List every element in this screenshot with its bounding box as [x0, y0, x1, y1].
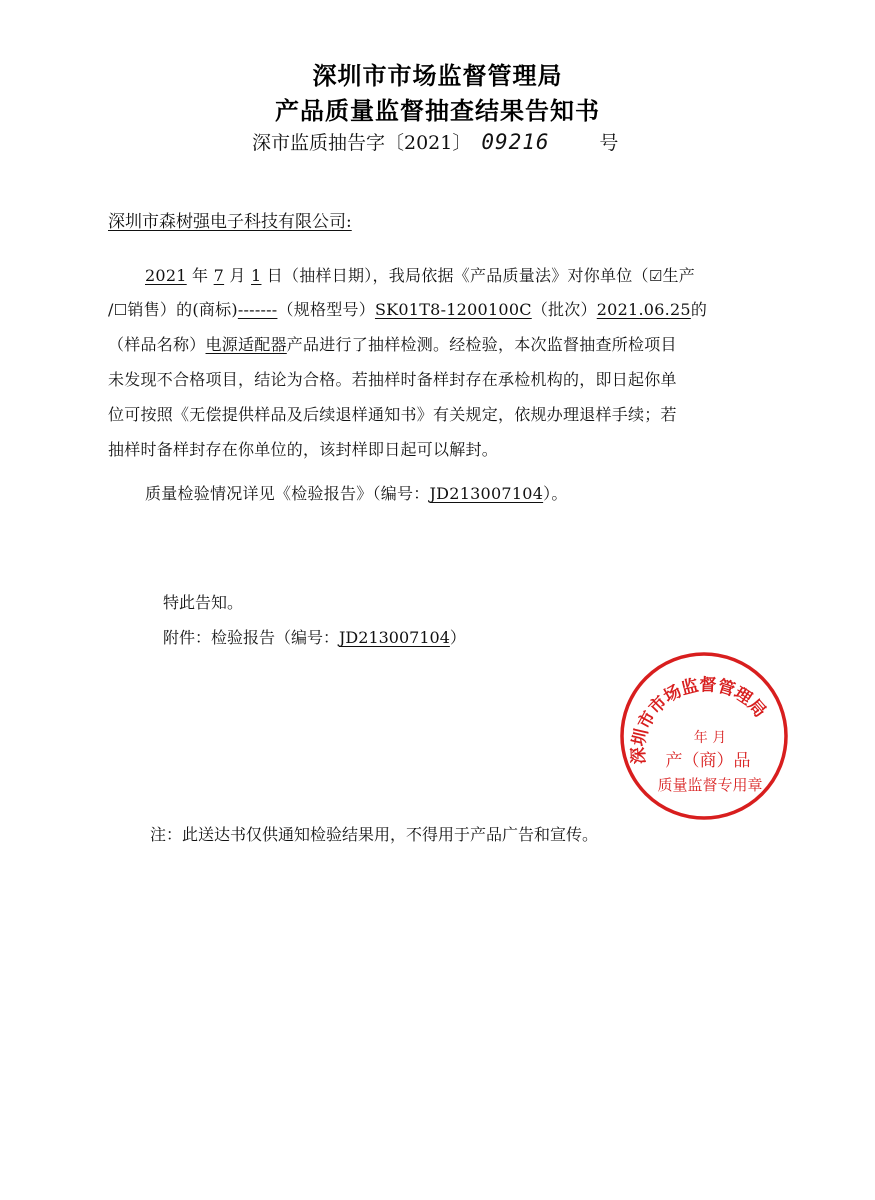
text-line3-rest: 产品进行了抽样检测。经检验，本次监督抽查所检项目: [286, 335, 677, 354]
footnote: 注：此送达书仅供通知检验结果用，不得用于产品广告和宣传。: [150, 825, 599, 844]
report-prefix: 质量检验情况详见《检验报告》（编号：: [145, 484, 430, 503]
text-year: 年: [186, 266, 214, 285]
document-number-prefix: 深市监质抽告字〔2021〕: [252, 132, 472, 154]
body-line-2: /☐销售）的(商标)-------（规格型号）SK01T8-1200100C（批次）2021.06.25的: [108, 300, 708, 319]
document-title: 产品质量监督抽查结果告知书: [275, 97, 600, 125]
model-value: SK01T8-1200100C: [374, 300, 532, 319]
seal-product-line: 产（商）品: [665, 751, 751, 771]
seal-arc-textpath: 深圳市市场监督管理局: [628, 675, 770, 765]
body-line-5: 位可按照《无偿提供样品及后续退样通知书》有关规定，依规办理退样手续；若: [108, 405, 677, 424]
notice-text: 特此告知。: [163, 593, 244, 612]
body-line-6: 抽样时备样封存在你单位的，该封样即日起可以解封。: [108, 440, 499, 459]
attachment-prefix: 附件：检验报告（编号：: [163, 628, 340, 647]
sample-name: 电源适配器: [205, 335, 287, 354]
batch-label: （批次）: [531, 300, 597, 319]
trademark-value: -------: [237, 300, 278, 319]
report-suffix: ）。: [543, 484, 568, 503]
attachment-suffix: ）: [449, 628, 466, 647]
seal-purpose-line: 质量监督专用章: [657, 776, 763, 794]
document-number: [252, 128, 618, 155]
sales-label: 销售）的(商标): [127, 300, 238, 319]
model-label: （规格型号）: [277, 300, 375, 319]
production-checkbox: ☑: [648, 267, 663, 285]
sampling-month: 7: [213, 266, 225, 285]
body-line-3: [108, 332, 677, 355]
document-number-suffix: 号: [599, 132, 619, 154]
text-day-etc: 日（抽样日期），我局依据《产品质量法》对你单位（: [261, 266, 649, 285]
body-line-1: [145, 263, 695, 286]
text-month: 月: [224, 266, 252, 285]
report-number: JD213007104: [429, 484, 544, 503]
document-number-handwritten: 09216: [481, 130, 550, 154]
sales-checkbox: ☐: [113, 301, 128, 319]
official-seal: [618, 650, 790, 822]
sampling-year: 2021: [145, 266, 187, 285]
agency-title: 深圳市市场监督管理局: [312, 62, 563, 90]
seal-year-month: 年 月: [693, 730, 727, 746]
addressee: 深圳市森树强电子科技有限公司:: [108, 212, 352, 232]
sampling-day: 1: [251, 266, 262, 285]
attachment-line: [163, 625, 466, 648]
text-of: 的: [690, 300, 708, 319]
production-label: 生产: [662, 266, 696, 285]
sample-label: （样品名称）: [108, 335, 206, 354]
attachment-number: JD213007104: [339, 628, 450, 647]
report-reference: [145, 481, 568, 504]
batch-value: 2021.06.25: [596, 300, 691, 319]
body-line-4: 未发现不合格项目，结论为合格。若抽样时备样封存在承检机构的，即日起你单: [108, 370, 677, 389]
